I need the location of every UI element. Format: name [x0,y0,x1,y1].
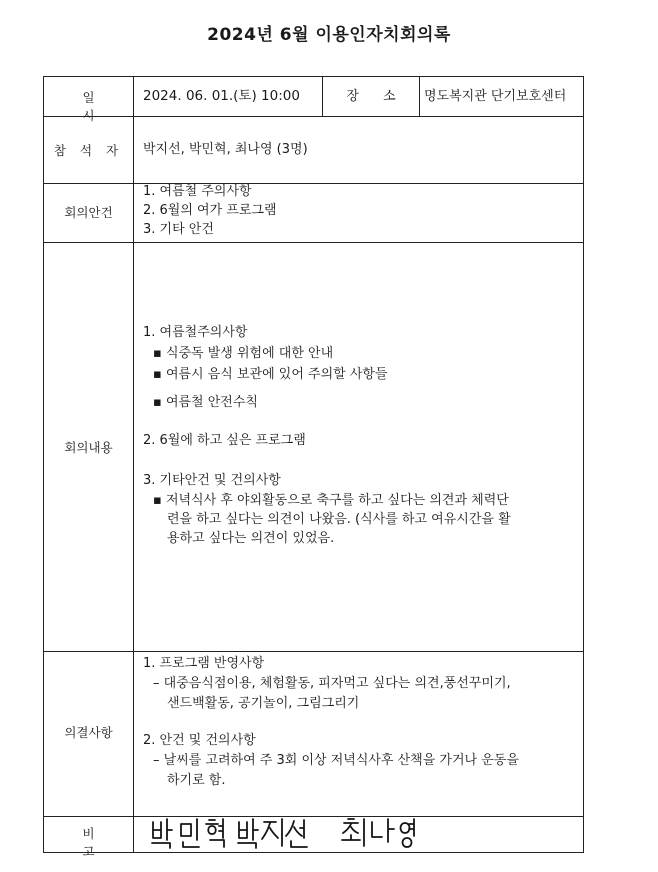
signature-stroke [342,819,364,846]
signature-stroke [181,819,199,847]
text-line: 하기로 함. [167,773,226,788]
text-line: 용하고 싶다는 의견이 있었음. [167,531,335,546]
datetime-value: 2024. 06. 01.(토) 10:00 [143,88,300,104]
resolution-section-2 [143,731,519,790]
section-title: 1. 프로그램 반영사항 [143,656,265,671]
text-line: – 대중음식점이용, 체험활동, 피자먹고 싶다는 의견,풍선꾸미기, [153,676,511,691]
document-title: 2024년 6월 이용인자치회의록 [207,25,451,45]
text-line: ▪ 저녁식사 후 야외활동으로 축구를 하고 싶다는 의견과 체력단 [153,493,509,508]
row-divider [43,651,584,652]
agenda-label: 회의안건 [64,205,113,220]
place-label: 장 소 [346,89,406,104]
signature-stroke [262,819,282,846]
text-line: 련을 하고 싶다는 의견이 나왔음. (식사를 하고 여유시간을 활 [167,512,511,527]
content-label: 회의내용 [64,440,113,455]
column-divider [133,76,134,853]
table-border-top [43,76,584,77]
attendees-label: 참 석 자 [53,143,124,158]
remarks-label: 비 고 [82,826,119,859]
column-divider [419,76,420,117]
section-title: 2. 안건 및 건의사항 [143,733,256,748]
section-title: 3. 기타안건 및 건의사항 [143,473,281,488]
list-item: ▪ 식중독 발생 위험에 대한 안내 [153,346,334,361]
resolution-section-1 [143,654,511,713]
row-divider [43,183,584,184]
agenda-item: 1. 여름철 주의사항 [143,184,252,199]
text-line: 샌드백활동, 공기놀이, 그림그리기 [167,696,360,711]
agenda-item: 2. 6월의 여가 프로그램 [143,203,277,218]
place-value: 명도복지관 단기보호센터 [424,89,567,104]
signatures [143,816,443,850]
text-line: – 날씨를 고려하여 주 3회 이상 저녁식사후 산책을 가거나 운동을 [153,753,519,768]
section-title: 1. 여름철주의사항 [143,325,248,340]
minutes-table [43,76,584,859]
signature-stroke [152,819,172,848]
agenda-item: 3. 기타 안건 [143,222,214,237]
table-border-right [583,76,584,853]
content-section-3 [143,471,511,548]
signature-stroke [401,819,415,847]
attendees-value: 박지선, 박민혁, 최나영 (3명) [143,142,308,157]
signature-stroke [286,820,307,847]
datetime-label: 일 시 [82,90,121,123]
row-divider [43,242,584,243]
agenda-list [143,182,277,239]
signature-stroke [206,819,224,847]
content-section-2: 2. 6월에 하고 싶은 프로그램 [143,433,306,448]
content-section-1 [143,323,388,412]
signature-stroke [372,819,394,842]
list-item: ▪ 여름시 음식 보관에 있어 주의할 사항들 [153,367,388,382]
signature-stroke [238,819,258,848]
list-item: ▪ 여름철 안전수칙 [153,395,258,410]
resolution-label: 의결사항 [64,725,113,740]
